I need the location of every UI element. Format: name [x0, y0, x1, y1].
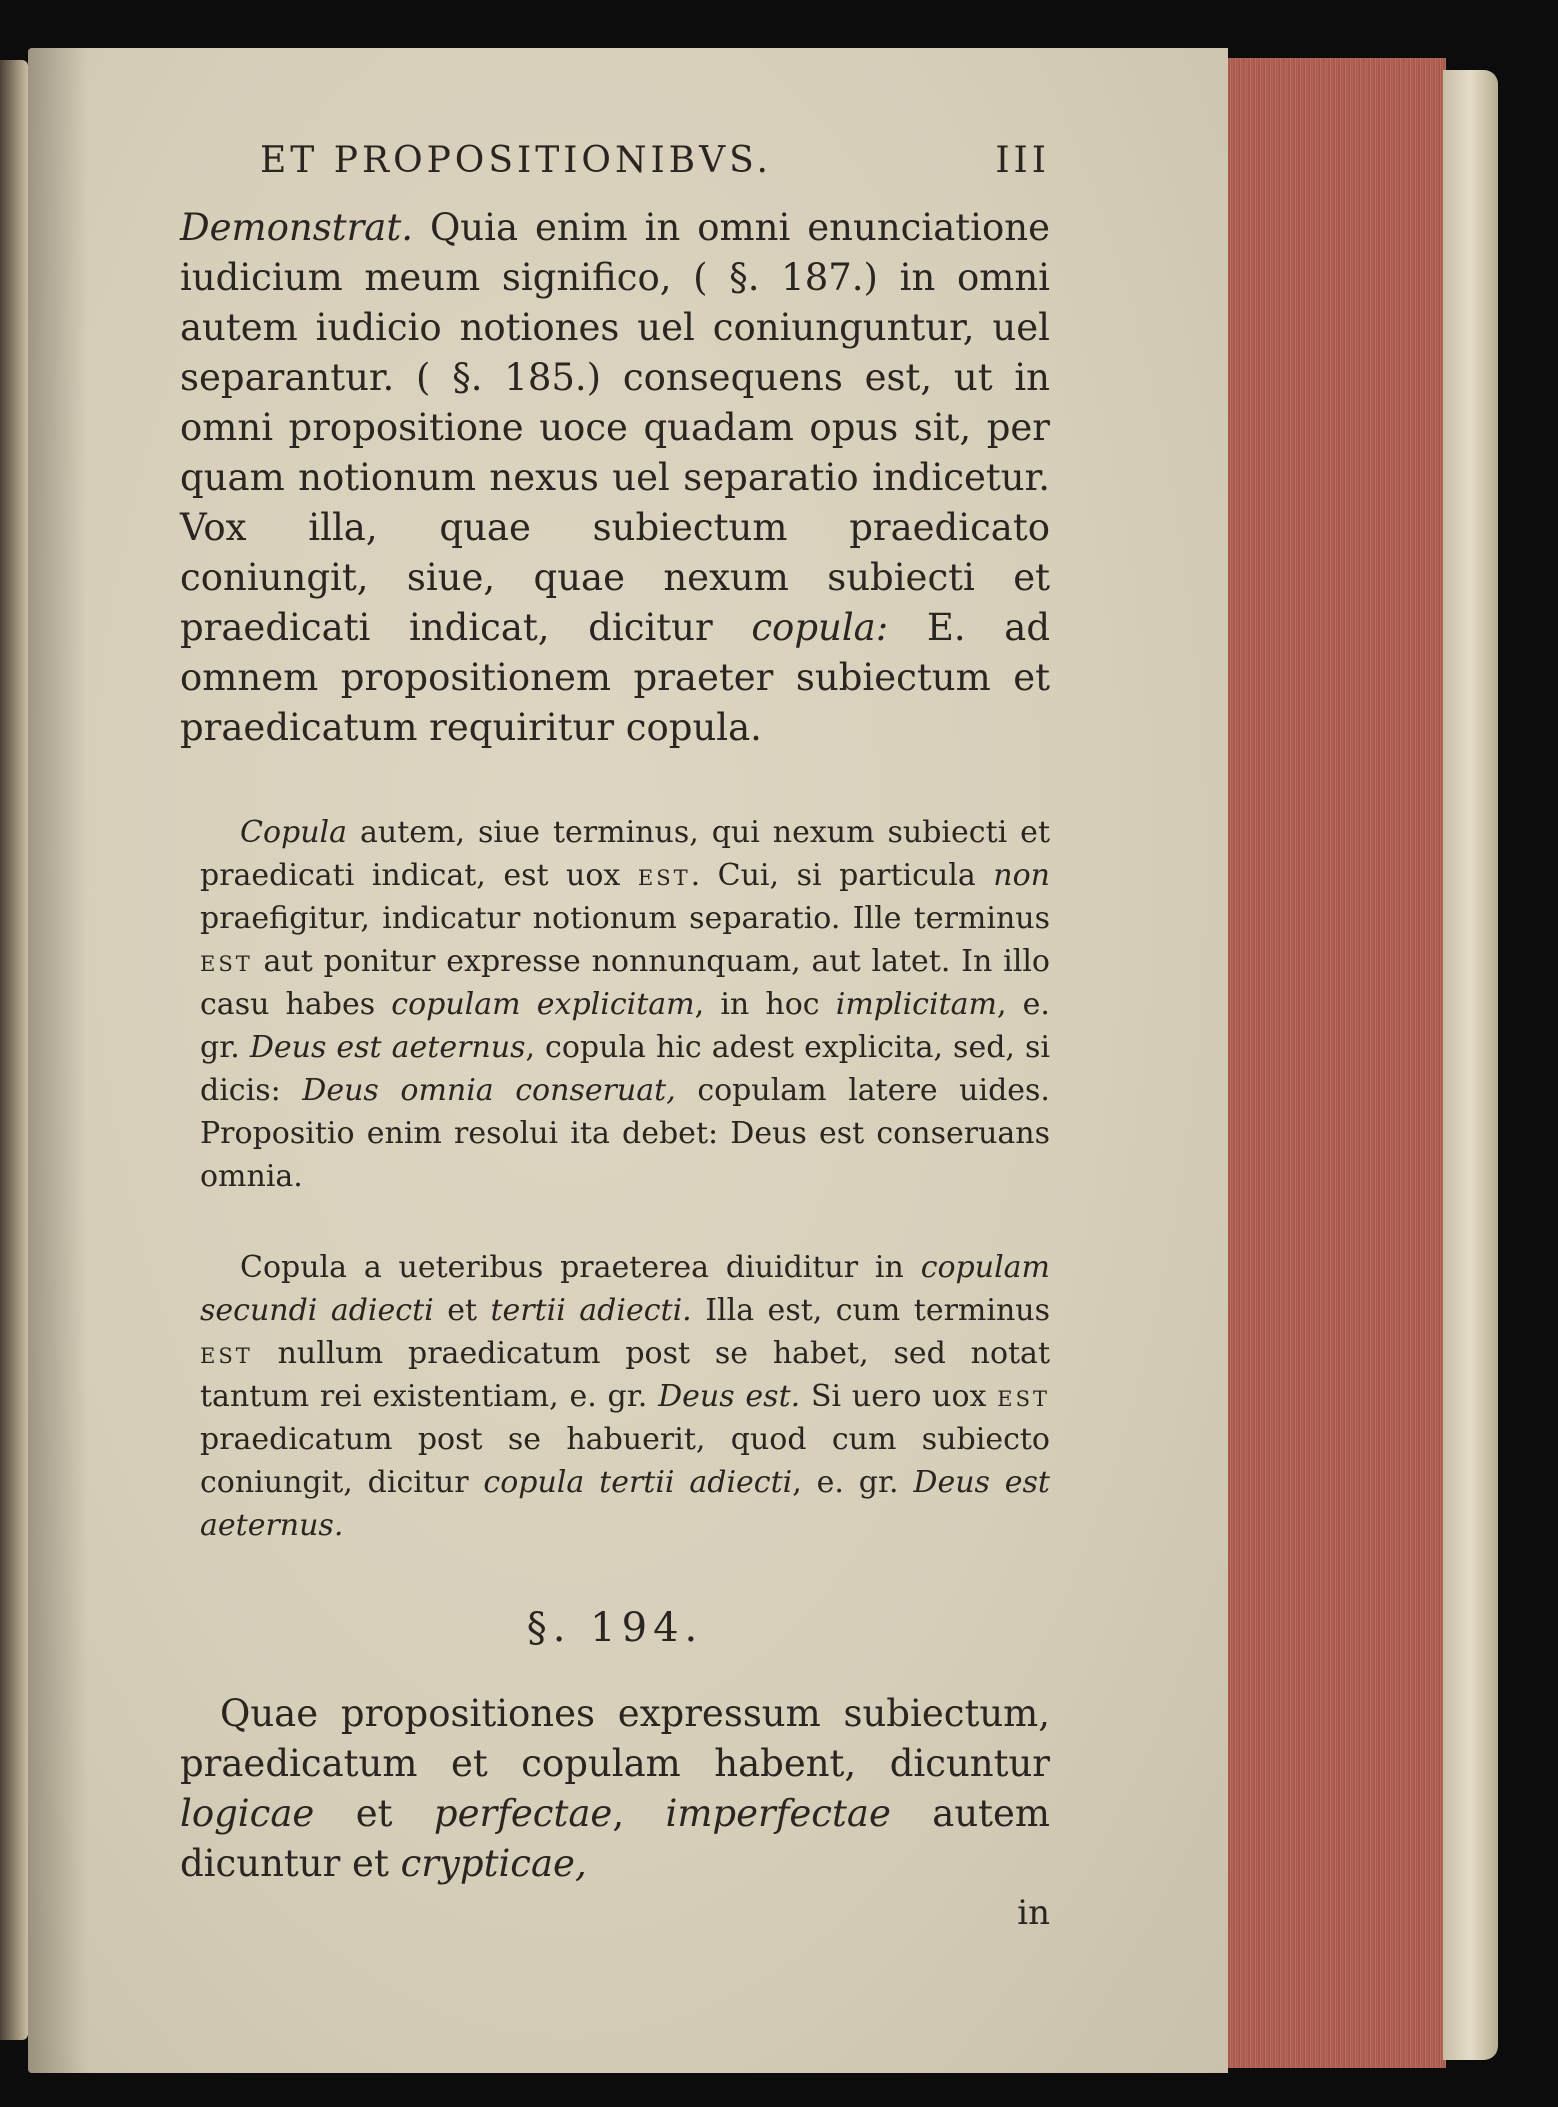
section-text: , — [612, 1792, 625, 1835]
catchword: in — [1017, 1893, 1050, 1933]
note2-est: est — [200, 1336, 253, 1371]
note1-text: , in hoc — [694, 987, 820, 1022]
section-text: et — [355, 1792, 393, 1835]
note2-text: et — [447, 1293, 477, 1328]
book-cover — [1443, 70, 1498, 2060]
section-term: logicae — [180, 1792, 315, 1835]
note1-text: , e. gr. — [200, 987, 1050, 1065]
page-edges — [1218, 58, 1446, 2068]
note1-text: praefigitur, indicatur notionum separatio. Ille terminus — [200, 901, 1050, 936]
gutter-shadow — [28, 48, 88, 2073]
section-term: perfectae — [433, 1792, 613, 1835]
note2-text: praedicatum post se habuerit, quod cum subiecto coniungit, dicitur — [200, 1422, 1050, 1500]
note1-text: aut ponitur expresse nonnunquam, aut latet. In illo casu habes — [200, 944, 1050, 1022]
running-title: ET PROPOSITIONIBVS. — [260, 140, 772, 181]
note-copula — [200, 811, 1050, 1198]
note1-non: non — [993, 858, 1050, 893]
main-text: Quia enim in omni enunciatione iudicium meum significo, ( §. 187.) in omni autem iudicio notiones uel coniunguntur, uel separantur. ( §. 185.) consequens est, ut in omni propositione uoce quadam opus sit, per quam notionum nexus uel separatio indicetur. Vox illa, quae subiectum praedicato coniungit, siue, quae nexum subiecti et praedicati indicat, dicitur — [180, 206, 1050, 649]
note1-text: . Cui, si particula — [690, 858, 976, 893]
note1-text: copulam latere uides. Propositio enim resolui ita debet: Deus est conseruans omnia. — [200, 1073, 1050, 1194]
note1-example: Deus omnia conseruat, — [302, 1073, 676, 1108]
note1-est: est — [637, 858, 691, 893]
note-copula-division — [200, 1246, 1050, 1547]
section-number: §. 194. — [526, 1605, 704, 1651]
note2-text: Si uero uox — [810, 1379, 987, 1414]
copula-term: copula: — [751, 606, 889, 649]
section-text: autem dicuntur et — [180, 1792, 1051, 1885]
main-text-end: E. ad omnem propositionem praeter subiectum et praedicatum requiritur copula. — [180, 606, 1051, 749]
section-text: Quae propositiones expressum subiectum, praedicatum et copulam habent, dicuntur — [180, 1692, 1050, 1785]
note2-est: est — [997, 1379, 1050, 1414]
note2-text: , e. gr. — [792, 1465, 899, 1500]
main-paragraph — [180, 203, 1050, 753]
note2-example: Deus est. — [658, 1379, 801, 1414]
note1-est: est — [200, 944, 253, 979]
left-page-edge — [0, 60, 28, 2040]
note1-term: Copula — [240, 815, 348, 850]
note2-term: tertii adiecti. — [490, 1293, 692, 1328]
demonstrat-label: Demonstrat. — [180, 206, 413, 249]
section-paragraph — [180, 1689, 1050, 1889]
note1-text: , copula hic adest explicita, sed, si dicis: — [200, 1030, 1050, 1108]
note2-text: nullum praedicatum post se habet, sed notat tantum rei existentiam, e. gr. — [200, 1336, 1051, 1414]
text-block — [180, 140, 1050, 1933]
note2-term: copula tertii adiecti — [483, 1465, 793, 1500]
note2-example: Deus est aeternus. — [200, 1465, 1050, 1543]
note1-implicitam: implicitam — [835, 987, 997, 1022]
note2-text: Copula a ueteribus praeterea diuiditur in — [240, 1250, 904, 1285]
note2-text: Illa est, cum terminus — [705, 1293, 1050, 1328]
note2-term: copulam secundi adiecti — [200, 1250, 1051, 1328]
running-head — [260, 140, 1050, 181]
note1-example: Deus est aeternus — [249, 1030, 526, 1065]
note1-text: autem, siue terminus, qui nexum subiecti et praedicati indicat, est uox — [200, 815, 1050, 893]
note1-explicitam: copulam explicitam — [391, 987, 695, 1022]
page-number: III — [995, 140, 1050, 181]
section-term: imperfectae — [665, 1792, 891, 1835]
section-term: crypticae, — [400, 1842, 587, 1885]
